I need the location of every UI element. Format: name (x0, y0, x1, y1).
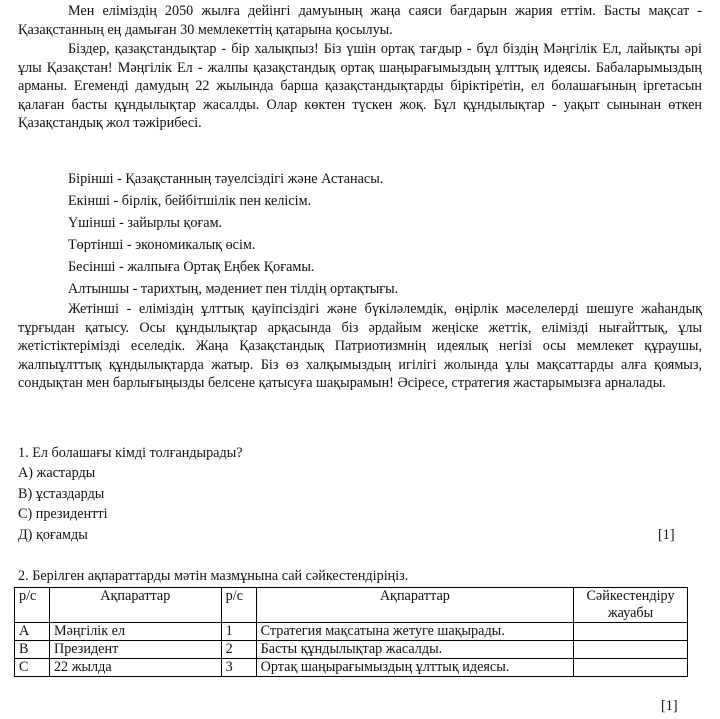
option-a: А) жастарды (18, 465, 96, 481)
header-info-2: Ақпараттар (256, 588, 573, 623)
header-info-1: Ақпараттар (49, 588, 221, 623)
row-info-left: Президент (49, 641, 221, 659)
table-row (15, 641, 688, 659)
row-answer[interactable] (574, 659, 688, 677)
row-info-left: Мәңгілік ел (49, 623, 221, 641)
value-item-4: Төртінші - экономикалық өсім. (68, 237, 256, 253)
header-num-1: р/с (15, 588, 50, 623)
row-number: 1 (221, 623, 256, 641)
option-b: В) ұстаздарды (18, 486, 105, 502)
row-number: 3 (221, 659, 256, 677)
row-info-right: Стратегия мақсатына жетуге шақырады. (256, 623, 573, 641)
row-number: 2 (221, 641, 256, 659)
value-item-5: Бесінші - жалпыға Ортақ Еңбек Қоғамы. (68, 259, 315, 275)
header-num-2: р/с (221, 588, 256, 623)
value-item-2: Екінші - бірлік, бейбітшілік пен келісім. (68, 193, 312, 209)
row-info-left: 22 жылда (49, 659, 221, 677)
value-item-3: Үшінші - зайырлы қоғам. (68, 215, 223, 231)
row-letter: А (15, 623, 50, 641)
row-letter: В (15, 641, 50, 659)
row-answer[interactable] (574, 641, 688, 659)
table-row (15, 623, 688, 641)
option-c: С) президентті (18, 506, 108, 522)
question-2-mark: [1] (661, 698, 678, 714)
header-answer: Сәйкестендіру жауабы (574, 588, 688, 623)
option-d: Д) қоғамды (18, 527, 88, 543)
row-answer[interactable] (574, 623, 688, 641)
table-row (15, 659, 688, 677)
row-info-right: Ортақ шаңырағымыздың ұлттық идеясы. (256, 659, 573, 677)
matching-table (14, 587, 688, 677)
table-header-row (15, 588, 688, 623)
row-letter: С (15, 659, 50, 677)
intro-paragraph: Мен еліміздің 2050 жылға дейінгі дамуының жаңа саяси бағдарын жария еттім. Басты мақсат - Қазақстанның ең дамыған 30 мемлекеттің қатарына қосылуы. (18, 3, 702, 38)
value-item-6: Алтыншы - тарихтың, мәдениет пен тілдің ортақтығы. (68, 281, 399, 297)
body-paragraph: Біздер, қазақстандықтар - бір халықпыз! Біз үшін ортақ тағдыр - бұл біздің Мәңгілік Ел, лайықты әрі ұлы Қазақстан! Мәңгілік Ел - жалпы қазақстандық ортақ шаңырағымыздың ұлттық идеясы. Бабаларымыздың арманы. Егемендi дамудың 22 жылында барша қазақстандықтарды біріктіретін, ел болашағының іргетасын қалаған басты құндылықтар жасалды. Олар көктен түскен жоқ. Бұл құндылықтар - уақыт сынынан өткен Қазақстандық жол тәжірибесі. (18, 41, 702, 132)
closing-paragraph: Жетінші - еліміздің ұлттық қауіпсіздігі және бүкіләлемдік, өңірлік мәселелерді шешуге жаһандық тұрғыдан қатысу. Осы құндылықтар арқасында біз әрдайым жеңіске жеттік, елімізді нығайттық, ұлы жетістіктерімізді еселедік. Жаңа Қазақстандық Патриотизмнің идеялық негізі осы мемлекет құраушы, жалпыұлттық құндылықтарда жатыр. Біз өз халқымыздың игілігі жолында ұлы мақсаттарды алға қоямыз, сондықтан мен барлығыңызды белсене қатысуға шақырамын! Әсіресе, стратегия жастарымызға арналады. (18, 301, 702, 392)
question-1: 1. Ел болашағы кімді толғандырады? (18, 445, 243, 461)
question-2: 2. Берілген ақпараттарды мәтін мазмұнына сай сәйкестендіріңіз. (18, 568, 409, 584)
value-item-1: Бірінші - Қазақстанның тәуелсіздігі және Астанасы. (68, 171, 384, 187)
question-1-mark: [1] (658, 527, 675, 543)
row-info-right: Басты құндылықтар жасалды. (256, 641, 573, 659)
